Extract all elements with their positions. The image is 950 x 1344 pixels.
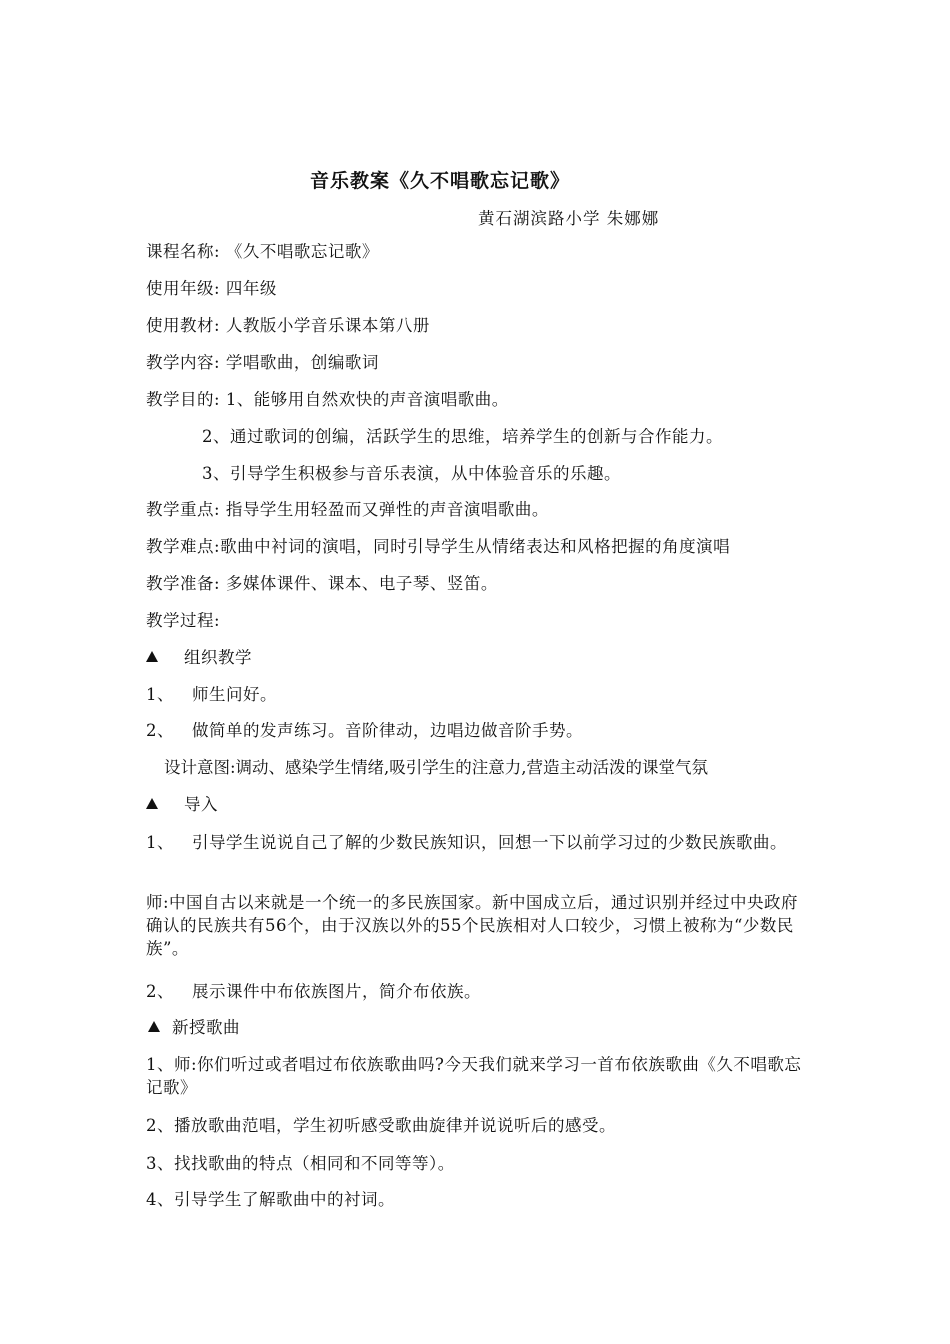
design-intent: 设计意图:调动、感染学生情绪,吸引学生的注意力,营造主动活泼的课堂气氛 bbox=[164, 758, 709, 777]
grade-row bbox=[146, 279, 810, 299]
author-line: 黄石湖滨路小学 朱娜娜 bbox=[478, 209, 660, 228]
section-title: 导入 bbox=[184, 795, 218, 814]
item-text: 展示课件中布依族图片，简介布依族。 bbox=[192, 982, 481, 1001]
item-number: 1、 bbox=[146, 833, 174, 852]
content-row bbox=[146, 353, 810, 373]
key-value: 指导学生用轻盈而又弹性的声音演唱歌曲。 bbox=[225, 500, 549, 519]
triangle-bullet-icon bbox=[148, 1021, 160, 1032]
item-text: 引导学生说说自己了解的少数民族知识，回想一下以前学习过的少数民族歌曲。 bbox=[192, 833, 787, 852]
prep-value: 多媒体课件、课本、电子琴、竖笛。 bbox=[225, 574, 498, 593]
content-label: 教学内容: bbox=[146, 353, 221, 372]
key-row bbox=[146, 500, 810, 520]
grade-value: 四年级 bbox=[225, 279, 277, 298]
item-number: 2、 bbox=[146, 721, 174, 740]
textbook-value: 人教版小学音乐课本第八册 bbox=[225, 316, 430, 335]
goal-item: 2、通过歌词的创编，活跃学生的思维，培养学生的创新与合作能力。 bbox=[202, 427, 723, 446]
difficulty-value: 歌曲中衬词的演唱，同时引导学生从情绪表达和风格把握的角度演唱 bbox=[220, 537, 731, 556]
section-heading bbox=[146, 648, 810, 668]
document-title: 音乐教案《久不唱歌忘记歌》 bbox=[309, 170, 570, 192]
content-value: 学唱歌曲，创编歌词 bbox=[225, 353, 379, 372]
teacher-paragraph: 师:中国自古以来就是一个统一的多民族国家。新中国成立后，通过识别并经过中央政府确认的民族共有56个，由于汉族以外的55个民族相对人口较少，习惯上被称为“少数民族”。 bbox=[146, 893, 799, 958]
prep-label: 教学准备: bbox=[146, 574, 221, 593]
prep-row bbox=[146, 574, 810, 594]
triangle-bullet-icon bbox=[146, 798, 158, 809]
goal-item: 3、引导学生积极参与音乐表演，从中体验音乐的乐趣。 bbox=[202, 464, 621, 483]
list-item bbox=[146, 721, 810, 741]
list-item: 3、找找歌曲的特点（相同和不同等等）。 bbox=[146, 1154, 455, 1173]
textbook-label: 使用教材: bbox=[146, 316, 221, 335]
item-number: 1、 bbox=[146, 685, 174, 704]
list-item bbox=[146, 982, 810, 1002]
list-item: 4、引导学生了解歌曲中的衬词。 bbox=[146, 1190, 395, 1209]
triangle-bullet-icon bbox=[146, 651, 158, 662]
list-item: 1、师:你们听过或者唱过布依族歌曲吗?今天我们就来学习一首布依族歌曲《久不唱歌忘记歌》 bbox=[146, 1055, 802, 1097]
goals-row bbox=[146, 390, 810, 410]
section-title: 新授歌曲 bbox=[172, 1018, 240, 1037]
section-heading bbox=[148, 1018, 812, 1038]
course-name-label: 课程名称: bbox=[146, 242, 221, 261]
goal-item: 1、能够用自然欢快的声音演唱歌曲。 bbox=[225, 390, 509, 409]
section-heading bbox=[146, 795, 810, 815]
difficulty-row bbox=[146, 537, 810, 557]
textbook-row bbox=[146, 316, 810, 336]
item-text: 师生问好。 bbox=[192, 685, 277, 704]
goals-label: 教学目的: bbox=[146, 390, 221, 409]
list-item: 2、播放歌曲范唱，学生初听感受歌曲旋律并说说听后的感受。 bbox=[146, 1116, 616, 1135]
process-label: 教学过程: bbox=[146, 611, 221, 630]
section-title: 组织教学 bbox=[184, 648, 252, 667]
difficulty-label: 教学难点: bbox=[146, 537, 221, 556]
grade-label: 使用年级: bbox=[146, 279, 221, 298]
item-number: 2、 bbox=[146, 982, 174, 1001]
item-text: 做简单的发声练习。音阶律动，边唱边做音阶手势。 bbox=[192, 721, 583, 740]
course-name-value: 《久不唱歌忘记歌》 bbox=[225, 242, 379, 261]
course-name-row bbox=[146, 242, 810, 262]
key-label: 教学重点: bbox=[146, 500, 221, 519]
list-item bbox=[146, 685, 810, 705]
list-item bbox=[146, 831, 810, 854]
